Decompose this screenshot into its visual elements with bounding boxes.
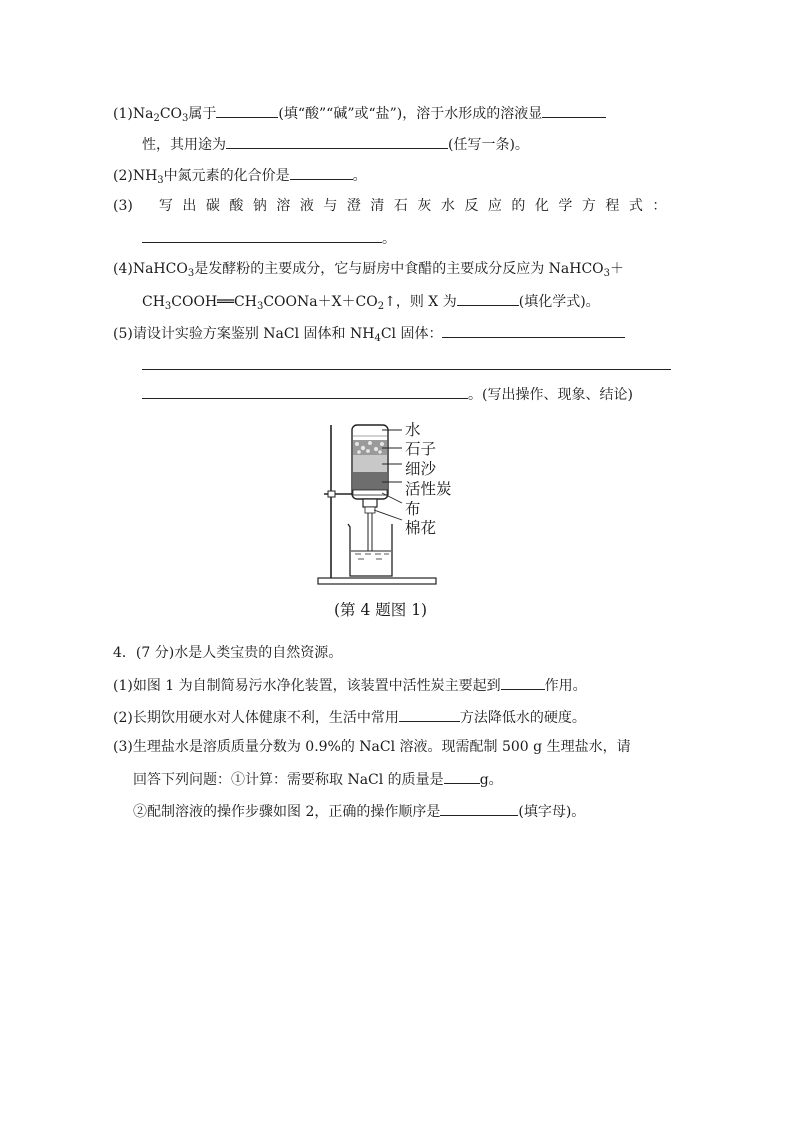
q3-part3-line1: (3) 写出碳酸钠溶液与澄清石灰水反应的化学方程式： — [113, 198, 676, 214]
label-activated-carbon: 活性炭 — [405, 480, 452, 498]
answer-blank-equation[interactable] — [142, 227, 382, 243]
q3-part4-line1: (4)NaHCO$_3$是发酵粉的主要成分，它与厨房中食醋的主要成分反应为 NaHCO$_3$＋ — [113, 261, 625, 279]
answer-blank-softening-method[interactable] — [399, 706, 460, 722]
answer-blank-experiment-1[interactable] — [442, 322, 625, 338]
q3-part5-line3: 。(写出操作、现象、结论) — [142, 383, 633, 405]
filtered-water — [351, 551, 391, 575]
q4-part1-line: (1)如图 1 为自制简易污水净化装置，该装置中活性炭主要起到 作用。 — [113, 674, 587, 696]
answer-blank-solution-property[interactable] — [542, 102, 606, 118]
answer-blank-x-formula[interactable] — [457, 290, 519, 306]
label-sand: 细沙 — [405, 460, 437, 478]
q4-part2-line: (2)长期饮用硬水对人体健康不利，生活中常用 方法降低水的硬度。 — [113, 706, 586, 728]
q4-part3-line3: ②配制溶液的操作步骤如图 2，正确的操作顺序是 (填字母)。 — [133, 800, 585, 822]
q3-part4-line2: $CH_3COOH══CH_3COONa+X+CO_2↑$，则 X 为 (填化学式)。 — [142, 290, 600, 317]
answer-blank-nacl-mass[interactable] — [444, 768, 480, 784]
clamp-knob — [328, 491, 335, 497]
q3-part1-line2: 性，其用途为 (任写一条)。 — [142, 133, 529, 155]
stand-base — [318, 578, 436, 584]
answer-blank-experiment-2[interactable] — [142, 369, 671, 370]
cotton-plug — [365, 507, 375, 513]
bottle-neck — [363, 499, 377, 507]
answer-blank-valence[interactable] — [290, 164, 353, 180]
label-water: 水 — [405, 421, 421, 439]
answer-blank-experiment-3[interactable] — [142, 383, 468, 399]
q3-part5-line1: (5)请设计实验方案鉴别 NaCl 固体和 $NH_4Cl$ 固体： — [113, 322, 625, 349]
q4-part3-line2: 回答下列问题：①计算：需要称取 NaCl 的质量是 g。 — [133, 768, 503, 790]
cloth-layer — [353, 490, 387, 495]
water-purifier-figure — [310, 420, 490, 595]
q4-part3-line1: (3)生理盐水是溶质质量分数为 0.9%的 NaCl 溶液。现需配制 500 g 生理盐水，请 — [113, 739, 631, 755]
answer-blank-carbon-role[interactable] — [501, 674, 545, 690]
q4-heading: 4．(7 分)水是人类宝贵的自然资源。 — [113, 645, 343, 661]
q3-part3-line2: 。 — [142, 227, 396, 249]
answer-blank-step-order[interactable] — [440, 800, 518, 816]
purifier-diagram — [310, 420, 490, 595]
answer-blank-substance-class[interactable] — [216, 102, 278, 118]
sand-layer — [353, 455, 387, 472]
figure-caption: (第 4 题图 1) — [334, 601, 428, 619]
q3-part2-line: $(2)NH_3$中氮元素的化合价是 。 — [113, 164, 367, 191]
carbon-layer — [353, 472, 387, 490]
label-cotton: 棉花 — [405, 519, 437, 537]
q3-part1-line1: $(1)Na_2CO_3$属于 (填“酸”“碱”或“盐”)，溶于水形成的溶液显 — [113, 102, 606, 129]
label-cloth: 布 — [405, 500, 421, 518]
answer-blank-use[interactable] — [226, 133, 448, 149]
label-gravel: 石子 — [405, 440, 437, 458]
